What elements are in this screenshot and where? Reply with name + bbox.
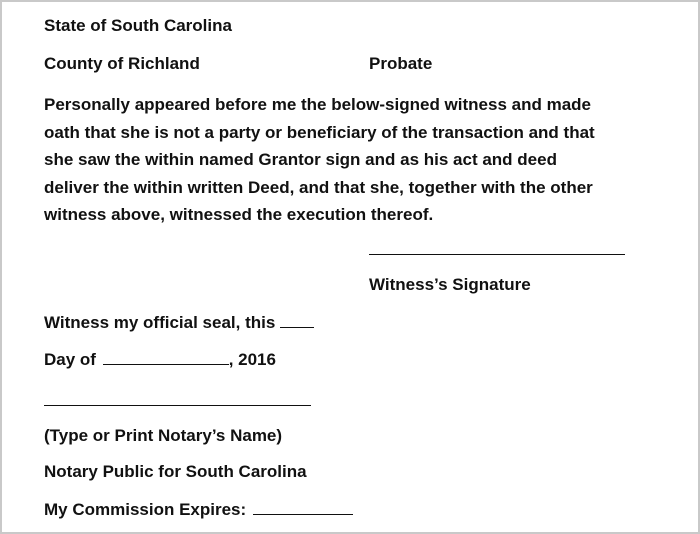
seal-day-blank: [280, 313, 314, 328]
month-blank: [103, 350, 229, 365]
commission-label: My Commission Expires:: [44, 500, 247, 519]
witness-signature-label: Witness’s Signature: [369, 275, 531, 294]
county-heading: County of Richland: [44, 54, 200, 73]
official-seal-text: Witness my official seal, this: [44, 313, 276, 332]
notary-name-label: (Type or Print Notary’s Name): [44, 426, 283, 445]
day-of-text: Day of: [44, 350, 96, 369]
notary-public-label: Notary Public for South Carolina: [44, 462, 307, 481]
notary-name-line: [44, 405, 311, 406]
paragraph-line: witness above, witnessed the execution thereof.: [44, 205, 434, 224]
commission-date-blank: [253, 500, 353, 515]
paragraph-line: deliver the within written Deed, and that she, together with the other: [44, 177, 593, 197]
oath-paragraph: [44, 91, 659, 229]
state-heading: State of South Carolina: [44, 16, 232, 35]
official-seal-line: [44, 313, 314, 333]
paragraph-line: oath that she is not a party or beneficiary of the transaction and that: [44, 122, 595, 142]
witness-signature-line: [369, 254, 625, 255]
day-of-line: [44, 350, 276, 370]
paragraph-line: Personally appeared before me the below-signed witness and made: [44, 95, 591, 114]
year-text: , 2016: [228, 350, 276, 369]
commission-line: [44, 500, 353, 520]
paragraph-line: she saw the within named Grantor sign and as his act and deed: [44, 150, 557, 169]
probate-heading: Probate: [369, 54, 433, 73]
